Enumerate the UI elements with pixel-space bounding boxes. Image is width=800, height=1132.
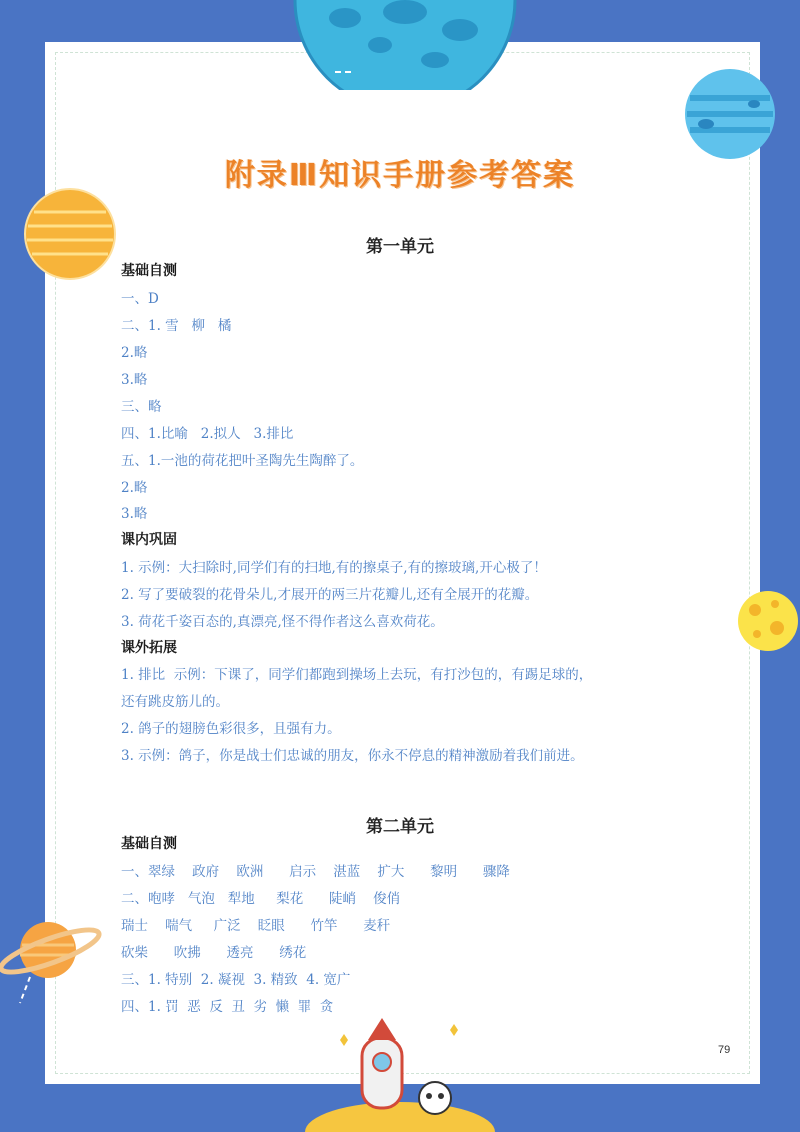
planet-top-icon <box>285 0 525 90</box>
unit1-section-basic: 基础自测 <box>121 263 177 279</box>
rocket-illustration-icon <box>300 1010 500 1132</box>
planet-yellow-icon <box>737 590 799 652</box>
planet-blue-icon <box>684 68 776 160</box>
unit1-section-inclass: 课内巩固 <box>121 532 177 548</box>
answer-line: 瑞士 喘气 广泛 眨眼 竹竿 麦秆 <box>121 918 391 934</box>
page-number: 79 <box>718 1044 731 1056</box>
unit2-heading: 第二单元 <box>366 817 434 837</box>
unit2-section-basic: 基础自测 <box>121 836 177 852</box>
answer-line: 一、翠绿 政府 欧洲 启示 湛蓝 扩大 黎明 骤降 <box>121 864 510 880</box>
page-title: 附录Ⅲ知识手册参考答案 <box>224 158 576 193</box>
unit1-section-extension: 课外拓展 <box>121 640 177 656</box>
answer-line: 2.略 <box>121 345 148 361</box>
answer-line: 三、略 <box>121 399 162 415</box>
answer-line: 三、1. 特别 2. 凝视 3. 精致 4. 宽广 <box>121 972 351 988</box>
unit1-heading: 第一单元 <box>366 237 434 257</box>
answer-line: 二、咆哮 气泡 犁地 梨花 陡峭 俊俏 <box>121 891 401 907</box>
planet-saturn-icon <box>0 905 110 1015</box>
answer-line: 1. 示例：大扫除时,同学们有的扫地,有的擦桌子,有的擦玻璃,开心极了！ <box>121 560 547 576</box>
answer-line: 五、1.一池的荷花把叶圣陶先生陶醉了。 <box>121 453 364 469</box>
answer-line: 二、1. 雪 柳 橘 <box>121 318 232 334</box>
answer-line: 3. 示例：鸽子，你是战士们忠诚的朋友，你永不停息的精神激励着我们前进。 <box>121 748 584 764</box>
answer-line: 3.略 <box>121 372 148 388</box>
answer-line: 2. 鸽子的翅膀色彩很多，且强有力。 <box>121 721 341 737</box>
answer-line: 2. 写了要破裂的花骨朵儿,才展开的两三片花瓣儿,还有全展开的花瓣。 <box>121 587 539 603</box>
answer-line: 还有跳皮筋儿的。 <box>121 694 229 710</box>
answer-line: 1. 排比 示例：下课了，同学们都跑到操场上去玩，有打沙包的，有踢足球的， <box>121 667 593 683</box>
answer-line: 3.略 <box>121 506 148 522</box>
answer-line: 2.略 <box>121 480 148 496</box>
answer-line: 一、D <box>121 291 159 307</box>
answer-line: 四、1.比喻 2.拟人 3.排比 <box>121 426 294 442</box>
answer-line: 四、1. 罚 恶 反 丑 劣 懒 罪 贪 <box>121 999 334 1015</box>
answer-line: 砍柴 吹拂 透亮 绣花 <box>121 945 307 961</box>
answer-line: 3. 荷花千姿百态的,真漂亮,怪不得作者这么喜欢荷花。 <box>121 614 444 630</box>
